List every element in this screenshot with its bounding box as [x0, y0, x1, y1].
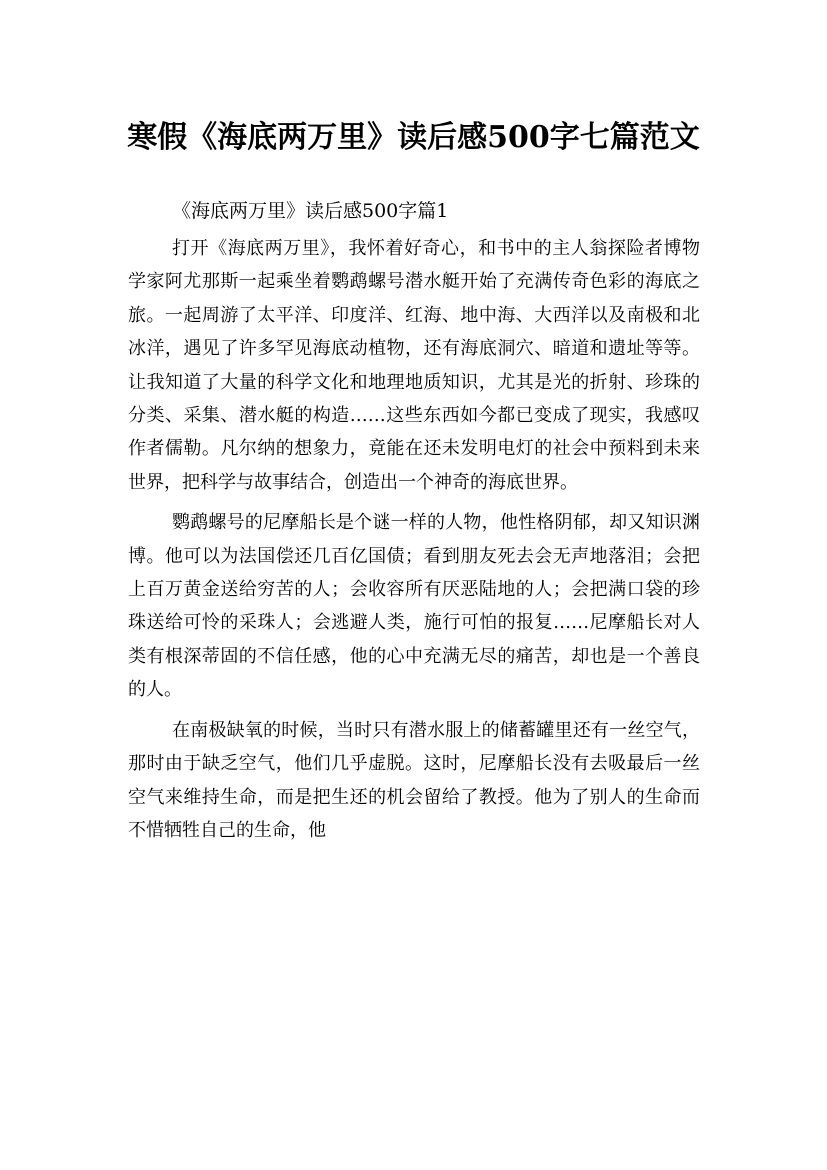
section-heading: 《海底两万里》读后感500字篇1	[172, 200, 449, 222]
document-title: 寒假《海底两万里》读后感500字七篇范文	[127, 120, 700, 156]
paragraph: 鹦鹉螺号的尼摩船长是个谜一样的人物，他性格阴郁，却又知识渊博。他可以为法国偿还几百亿国债；看到朋友死去会无声地落泪；会把上百万黄金送给穷苦的人；会收容所有厌恶陆地的人；会把满口袋的珍珠送给可怜的采珠人；会逃避人类，施行可怕的报复……尼摩船长对人类有根深蒂固的不信任感，他的心中充满无尽的痛苦，却也是一个善良的人。	[128, 512, 700, 701]
paragraph: 打开《海底两万里》，我怀着好奇心，和书中的主人翁探险者博物学家阿尤那斯一起乘坐着鹦鹉螺号潜水艇开始了充满传奇色彩的海底之旅。一起周游了太平洋、印度洋、红海、地中海、大西洋以及南极和北冰洋，遇见了许多罕见海底动植物，还有海底洞穴、暗道和遗址等等。让我知道了大量的科学文化和地理地质知识，尤其是光的折射、珍珠的分类、采集、潜水艇的构造……这些东西如今都已变成了现实，我感叹作者儒勒。凡尔纳的想象力，竟能在还未发明电灯的社会中预料到未来世界，把科学与故事结合，创造出一个神奇的海底世界。	[128, 238, 700, 493]
article-body	[128, 232, 700, 854]
paragraph: 在南极缺氧的时候，当时只有潜水服上的储蓄罐里还有一丝空气，那时由于缺乏空气，他们几乎虚脱。这时，尼摩船长没有去吸最后一丝空气来维持生命，而是把生还的机会留给了教授。他为了别人的生命而不惜牺牲自己的生命，他	[128, 719, 700, 841]
